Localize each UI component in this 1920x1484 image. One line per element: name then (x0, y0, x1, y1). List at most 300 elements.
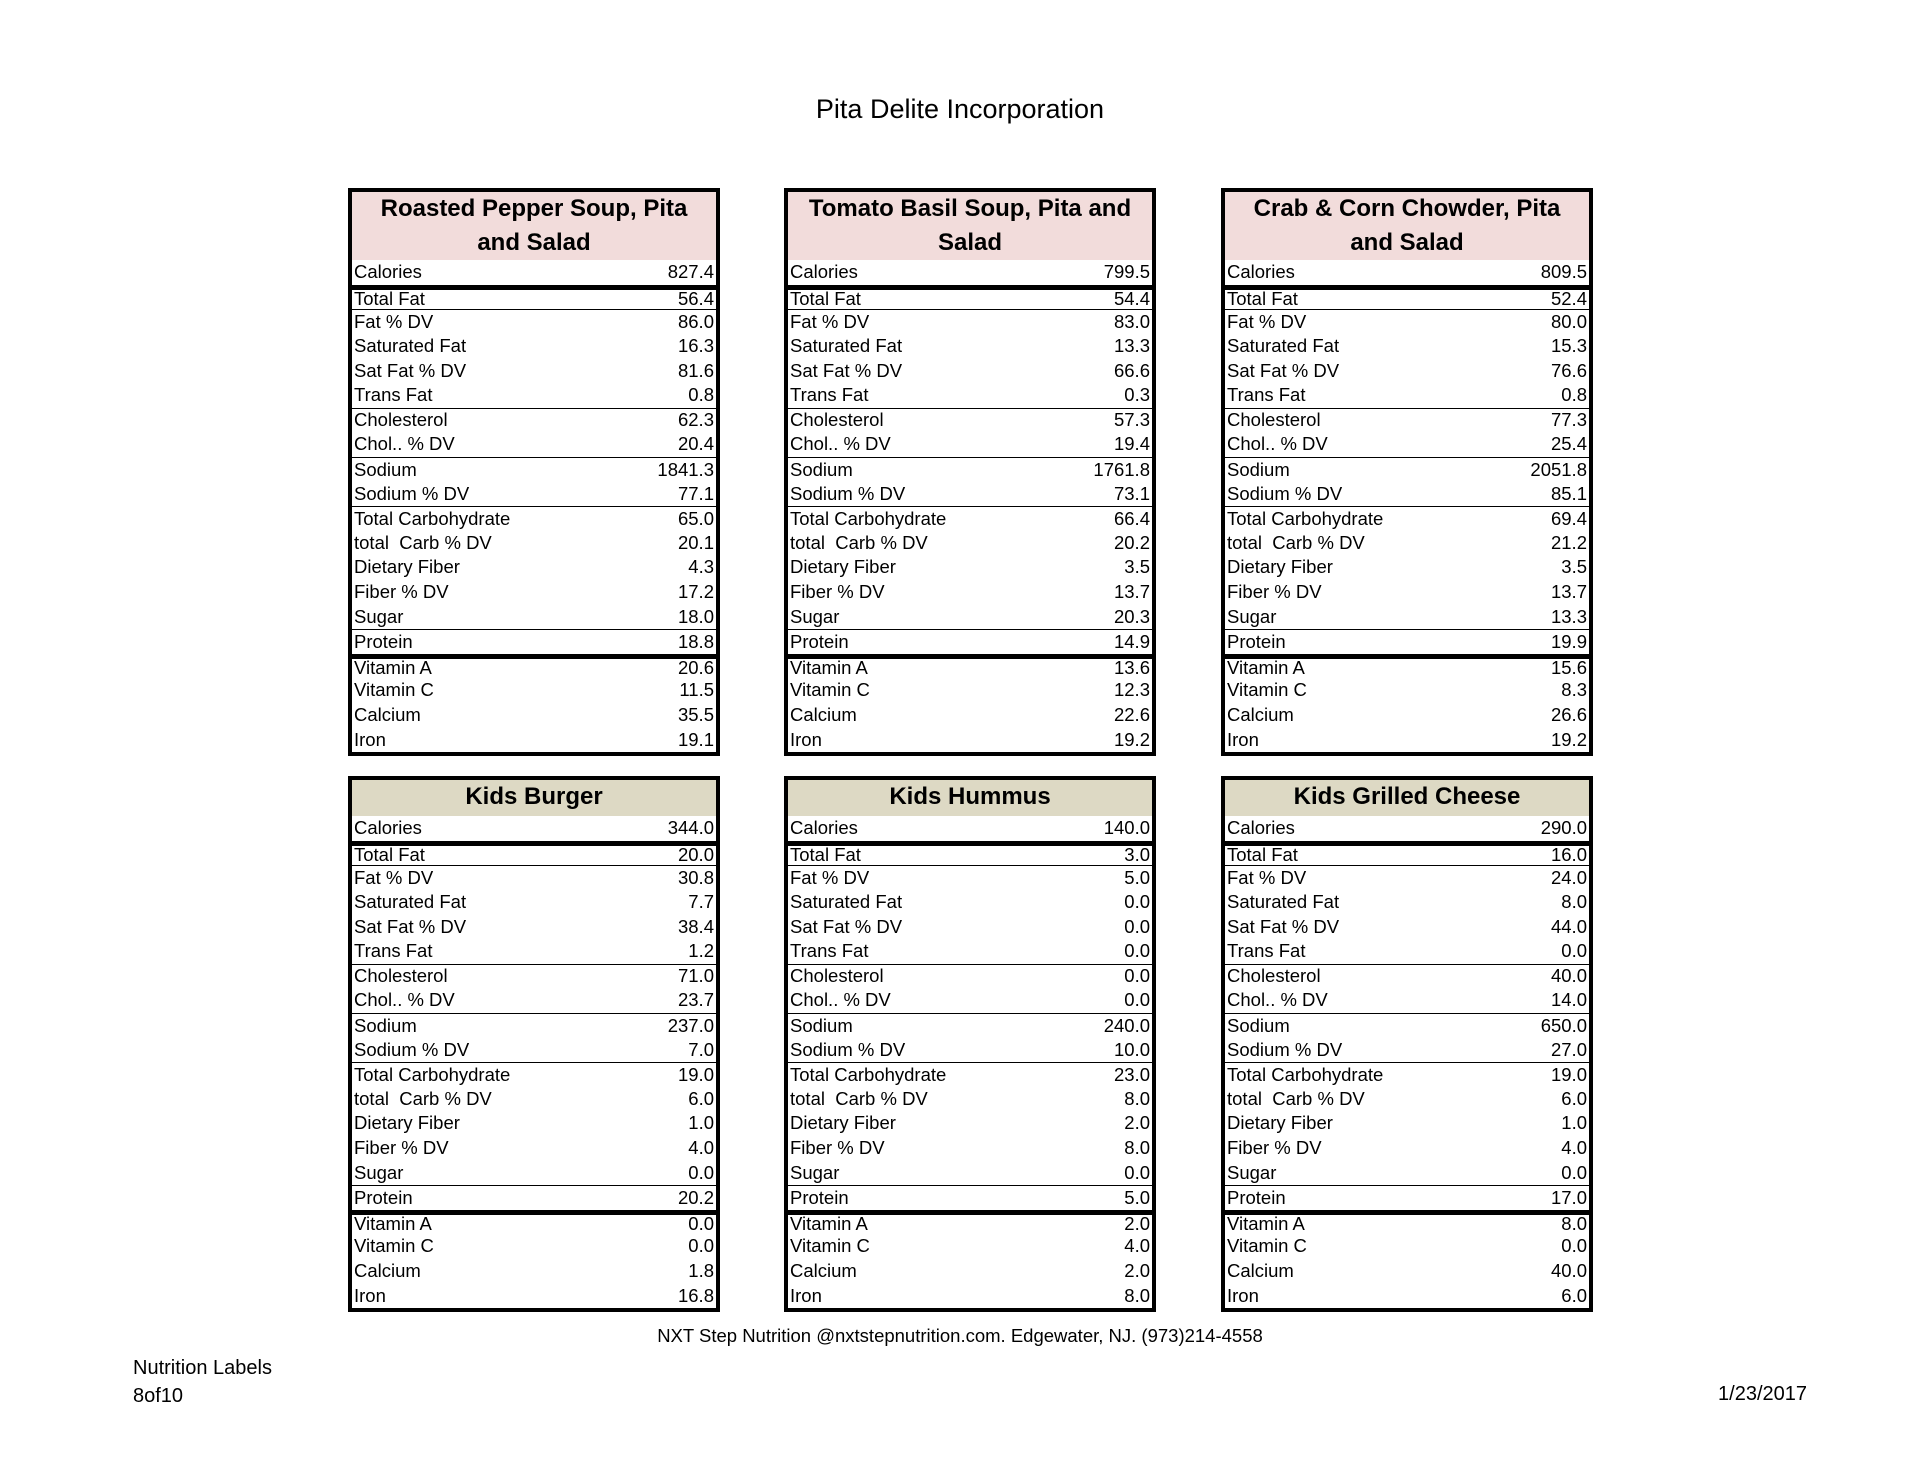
nutrient-value: 17.0 (1550, 1186, 1587, 1208)
nutrient-value: 13.6 (1113, 657, 1150, 679)
nutrient-value: 1.0 (688, 1112, 714, 1134)
nutrient-row (1225, 988, 1589, 1013)
nutrient-value: 0.0 (1124, 915, 1150, 937)
nutrient-value: 1.8 (688, 1259, 714, 1281)
nutrient-value: 38.4 (677, 915, 714, 937)
nutrient-row (1225, 703, 1589, 728)
nutrient-name: total Carb % DV (354, 1087, 492, 1109)
nutrient-name: Fiber % DV (354, 1137, 449, 1159)
nutrient-name: Calories (790, 261, 858, 283)
nutrient-value: 6.0 (1561, 1087, 1587, 1109)
nutrient-row (1225, 890, 1589, 915)
nutrient-row (352, 432, 716, 457)
nutrient-row (788, 580, 1152, 605)
nutrient-row (788, 604, 1152, 629)
nutrient-row (1225, 1185, 1589, 1210)
nutrient-row (1225, 408, 1589, 433)
nutrient-value: 4.0 (1124, 1235, 1150, 1257)
nutrient-value: 3.0 (1124, 844, 1150, 866)
nutrient-row (1225, 654, 1589, 679)
nutrient-value: 8.0 (1124, 1137, 1150, 1159)
nutrient-value: 6.0 (1561, 1284, 1587, 1306)
nutrient-name: Vitamin A (354, 657, 432, 679)
nutrient-row (352, 309, 716, 334)
nutrient-name: Fat % DV (790, 310, 870, 332)
nutrient-row (1225, 334, 1589, 359)
page-title: Pita Delite Incorporation (815, 94, 1105, 124)
nutrient-value: 23.0 (1113, 1063, 1150, 1085)
nutrition-label (784, 776, 1156, 1312)
nutrient-row (352, 939, 716, 964)
nutrient-value: 65.0 (677, 507, 714, 529)
nutrient-row (352, 334, 716, 359)
nutrient-row (788, 1160, 1152, 1185)
nutrient-name: Saturated Fat (354, 335, 467, 357)
nutrient-name: Sugar (1227, 1161, 1277, 1183)
nutrient-row (352, 703, 716, 728)
nutrient-value: 4.0 (1561, 1137, 1587, 1159)
nutrient-name: Total Carbohydrate (790, 1063, 947, 1085)
nutrient-value: 290.0 (1540, 817, 1587, 839)
nutrient-row (1225, 1111, 1589, 1136)
nutrient-row (788, 481, 1152, 506)
nutrient-value: 5.0 (1124, 1186, 1150, 1208)
nutrient-value: 14.0 (1550, 989, 1587, 1011)
nutrient-value: 799.5 (1103, 261, 1150, 283)
nutrient-value: 66.4 (1113, 507, 1150, 529)
nutrient-row (788, 1185, 1152, 1210)
nutrient-name: Vitamin A (790, 1213, 868, 1235)
nutrient-value: 19.0 (677, 1063, 714, 1085)
nutrient-row (788, 629, 1152, 654)
nutrient-row (352, 408, 716, 433)
nutrient-row (788, 555, 1152, 580)
nutrient-row (352, 457, 716, 482)
nutrient-name: Sugar (790, 605, 840, 627)
nutrient-value: 12.3 (1113, 679, 1150, 701)
nutrient-row (788, 865, 1152, 890)
nutrient-name: Protein (354, 1186, 413, 1208)
nutrient-value: 81.6 (677, 359, 714, 381)
nutrient-name: Sodium (790, 458, 853, 480)
nutrient-name: Trans Fat (790, 384, 869, 406)
nutrient-row (1225, 555, 1589, 580)
nutrient-row (1225, 1062, 1589, 1087)
nutrient-value: 13.3 (1113, 335, 1150, 357)
nutrient-name: Cholesterol (354, 965, 448, 987)
nutrient-name: Total Carbohydrate (1227, 507, 1384, 529)
nutrient-name: Iron (790, 728, 822, 750)
nutrient-name: Dietary Fiber (790, 1112, 896, 1134)
nutrient-value: 3.5 (1124, 556, 1150, 578)
nutrient-value: 7.0 (688, 1038, 714, 1060)
nutrient-name: Vitamin C (1227, 679, 1307, 701)
nutrient-value: 240.0 (1103, 1014, 1150, 1036)
label-title: Kids Burger (352, 780, 716, 816)
nutrient-name: Calcium (1227, 703, 1294, 725)
nutrient-value: 0.0 (1124, 891, 1150, 913)
nutrient-row (788, 816, 1152, 841)
nutrient-name: Cholesterol (790, 409, 884, 431)
nutrient-value: 3.5 (1561, 556, 1587, 578)
nutrient-name: Chol.. % DV (790, 433, 891, 455)
nutrient-value: 0.0 (1561, 1235, 1587, 1257)
nutrient-row (788, 841, 1152, 866)
nutrient-value: 27.0 (1550, 1038, 1587, 1060)
nutrient-value: 6.0 (688, 1087, 714, 1109)
nutrient-value: 8.0 (1561, 891, 1587, 913)
nutrient-row (1225, 629, 1589, 654)
nutrient-value: 8.0 (1124, 1284, 1150, 1306)
nutrient-row (352, 531, 716, 556)
nutrient-name: Sodium % DV (1227, 482, 1343, 504)
nutrient-row (788, 334, 1152, 359)
nutrient-value: 809.5 (1540, 261, 1587, 283)
nutrient-row (788, 727, 1152, 752)
nutrient-name: Fiber % DV (790, 581, 885, 603)
nutrient-value: 25.4 (1550, 433, 1587, 455)
nutrient-name: Vitamin A (1227, 1213, 1305, 1235)
nutrient-value: 11.5 (679, 679, 714, 701)
nutrient-row (352, 1062, 716, 1087)
nutrient-row (352, 1111, 716, 1136)
nutrient-row (352, 1185, 716, 1210)
nutrient-value: 19.4 (1113, 433, 1150, 455)
nutrient-value: 13.3 (1550, 605, 1587, 627)
nutrient-row (1225, 964, 1589, 989)
nutrient-value: 0.0 (1124, 989, 1150, 1011)
nutrient-name: Iron (790, 1284, 822, 1306)
nutrient-row (788, 1259, 1152, 1284)
nutrient-value: 30.8 (677, 866, 714, 888)
nutrient-name: Saturated Fat (354, 891, 467, 913)
nutrient-row (352, 914, 716, 939)
nutrient-value: 17.2 (677, 581, 714, 603)
nutrient-row (1225, 457, 1589, 482)
nutrient-name: Calories (354, 261, 422, 283)
label-title: Crab & Corn Chowder, Pita and Salad (1225, 192, 1589, 260)
nutrient-name: Total Fat (1227, 288, 1298, 310)
nutrient-row (352, 1234, 716, 1259)
nutrient-row (352, 1283, 716, 1308)
nutrient-name: Sodium (354, 458, 417, 480)
nutrient-name: Calcium (790, 1259, 857, 1281)
footer-contact: NXT Step Nutrition @nxtstepnutrition.com. Edgewater, NJ. (973)214-4558 (657, 1325, 1263, 1346)
nutrient-row (352, 727, 716, 752)
nutrient-name: Calories (790, 817, 858, 839)
nutrient-value: 0.0 (1124, 1161, 1150, 1183)
nutrient-value: 23.7 (677, 989, 714, 1011)
nutrient-value: 827.4 (667, 261, 714, 283)
nutrient-name: total Carb % DV (1227, 1087, 1365, 1109)
nutrient-name: Vitamin C (354, 679, 434, 701)
nutrient-name: Cholesterol (354, 409, 448, 431)
nutrient-name: Chol.. % DV (354, 433, 455, 455)
nutrient-value: 0.0 (1124, 965, 1150, 987)
nutrient-value: 19.1 (677, 728, 714, 750)
nutrient-value: 21.2 (1550, 531, 1587, 553)
nutrient-name: Calories (1227, 817, 1295, 839)
nutrient-row (1225, 383, 1589, 408)
nutrient-row (352, 604, 716, 629)
nutrient-row (352, 1160, 716, 1185)
nutrient-value: 40.0 (1550, 1259, 1587, 1281)
nutrient-name: Chol.. % DV (1227, 433, 1328, 455)
nutrient-name: Sodium % DV (790, 482, 906, 504)
nutrient-name: Vitamin A (790, 657, 868, 679)
nutrient-name: Total Fat (790, 844, 861, 866)
nutrient-name: Total Carbohydrate (1227, 1063, 1384, 1085)
nutrient-name: Fat % DV (354, 866, 434, 888)
nutrient-name: Sat Fat % DV (354, 915, 467, 937)
nutrient-name: Dietary Fiber (790, 556, 896, 578)
nutrient-row (1225, 939, 1589, 964)
nutrient-row (352, 506, 716, 531)
nutrient-value: 237.0 (667, 1014, 714, 1036)
nutrient-row (788, 531, 1152, 556)
nutrient-row (1225, 678, 1589, 703)
nutrient-value: 20.2 (1113, 531, 1150, 553)
nutrient-name: Trans Fat (1227, 940, 1306, 962)
nutrient-value: 0.0 (1124, 940, 1150, 962)
nutrient-value: 77.1 (677, 482, 714, 504)
nutrient-name: Calories (1227, 261, 1295, 283)
label-title: Kids Grilled Cheese (1225, 780, 1589, 816)
nutrient-value: 0.0 (688, 1235, 714, 1257)
nutrient-name: Saturated Fat (1227, 335, 1340, 357)
nutrient-name: Calcium (354, 703, 421, 725)
nutrient-row (788, 703, 1152, 728)
nutrient-name: Fiber % DV (1227, 581, 1322, 603)
nutrient-row (1225, 604, 1589, 629)
nutrient-name: Fiber % DV (790, 1137, 885, 1159)
nutrient-row (352, 654, 716, 679)
nutrient-value: 40.0 (1550, 965, 1587, 987)
nutrient-name: Saturated Fat (790, 335, 903, 357)
nutrient-name: Calcium (1227, 1259, 1294, 1281)
nutrient-row (788, 432, 1152, 457)
nutrient-value: 54.4 (1113, 288, 1150, 310)
nutrient-value: 16.3 (677, 335, 714, 357)
nutrient-value: 0.3 (1124, 384, 1150, 406)
nutrient-name: Vitamin C (1227, 1235, 1307, 1257)
nutrient-value: 13.7 (1113, 581, 1150, 603)
nutrient-name: Chol.. % DV (354, 989, 455, 1011)
nutrient-name: Calcium (790, 703, 857, 725)
nutrient-row (352, 358, 716, 383)
nutrient-row (352, 865, 716, 890)
nutrition-label (1221, 776, 1593, 1312)
nutrient-value: 18.0 (677, 605, 714, 627)
nutrient-name: Chol.. % DV (790, 989, 891, 1011)
nutrient-name: Vitamin A (1227, 657, 1305, 679)
nutrient-name: Sugar (354, 1161, 404, 1183)
nutrient-value: 1.2 (688, 940, 714, 962)
nutrient-row (1225, 1136, 1589, 1161)
nutrient-name: Sodium (1227, 458, 1290, 480)
nutrient-value: 8.0 (1124, 1087, 1150, 1109)
nutrient-name: Total Carbohydrate (354, 507, 511, 529)
nutrient-value: 0.8 (1561, 384, 1587, 406)
nutrient-name: Total Fat (790, 288, 861, 310)
nutrient-row (1225, 1283, 1589, 1308)
nutrient-value: 16.0 (1550, 844, 1587, 866)
nutrient-value: 0.0 (688, 1213, 714, 1235)
nutrient-name: Sodium % DV (354, 482, 470, 504)
nutrient-row (788, 988, 1152, 1013)
nutrient-name: Total Fat (1227, 844, 1298, 866)
nutrient-value: 20.1 (677, 531, 714, 553)
nutrient-value: 2.0 (1124, 1259, 1150, 1281)
nutrient-row (788, 914, 1152, 939)
nutrient-value: 18.8 (677, 630, 714, 652)
nutrition-label (784, 188, 1156, 756)
nutrient-value: 344.0 (667, 817, 714, 839)
nutrient-value: 20.6 (677, 657, 714, 679)
nutrient-row (352, 580, 716, 605)
nutrient-value: 19.2 (1550, 728, 1587, 750)
nutrient-row (788, 1087, 1152, 1112)
nutrient-name: total Carb % DV (790, 531, 928, 553)
nutrient-name: Trans Fat (354, 940, 433, 962)
nutrient-name: Saturated Fat (790, 891, 903, 913)
nutrient-value: 57.3 (1113, 409, 1150, 431)
nutrient-row (352, 890, 716, 915)
nutrient-name: Protein (354, 630, 413, 652)
nutrient-name: Total Fat (354, 288, 425, 310)
nutrient-row (788, 1234, 1152, 1259)
nutrient-name: Iron (1227, 1284, 1259, 1306)
nutrient-value: 2.0 (1124, 1112, 1150, 1134)
nutrient-value: 8.0 (1561, 1213, 1587, 1235)
nutrient-value: 35.5 (677, 703, 714, 725)
nutrient-row (352, 629, 716, 654)
nutrient-name: Sugar (790, 1161, 840, 1183)
nutrient-name: Dietary Fiber (1227, 1112, 1333, 1134)
nutrient-name: Iron (1227, 728, 1259, 750)
nutrient-name: Sodium % DV (354, 1038, 470, 1060)
nutrient-value: 7.7 (688, 891, 714, 913)
nutrient-name: Total Carbohydrate (790, 507, 947, 529)
nutrient-row (788, 1210, 1152, 1235)
nutrient-name: Total Fat (354, 844, 425, 866)
nutrient-row (788, 964, 1152, 989)
nutrient-row (788, 358, 1152, 383)
nutrient-value: 71.0 (677, 965, 714, 987)
nutrient-value: 66.6 (1113, 359, 1150, 381)
nutrition-label (1221, 188, 1593, 756)
nutrient-row (1225, 816, 1589, 841)
nutrient-name: Sodium % DV (790, 1038, 906, 1060)
nutrient-name: Fat % DV (1227, 310, 1307, 332)
nutrient-row (352, 555, 716, 580)
nutrient-name: Protein (790, 1186, 849, 1208)
nutrient-value: 80.0 (1550, 310, 1587, 332)
label-title: Tomato Basil Soup, Pita and Salad (788, 192, 1152, 260)
nutrient-row (1225, 1160, 1589, 1185)
nutrient-row (352, 1087, 716, 1112)
nutrient-name: Vitamin A (354, 1213, 432, 1235)
nutrient-value: 0.8 (688, 384, 714, 406)
nutrient-row (352, 383, 716, 408)
nutrient-row (788, 457, 1152, 482)
nutrient-row (788, 939, 1152, 964)
nutrient-name: Trans Fat (790, 940, 869, 962)
nutrient-row (788, 654, 1152, 679)
nutrient-row (352, 1013, 716, 1038)
nutrient-name: Total Carbohydrate (354, 1063, 511, 1085)
nutrient-name: Sodium (1227, 1014, 1290, 1036)
nutrient-value: 2.0 (1124, 1213, 1150, 1235)
nutrient-name: Fiber % DV (354, 581, 449, 603)
nutrient-value: 26.6 (1550, 703, 1587, 725)
nutrient-value: 14.9 (1113, 630, 1150, 652)
nutrient-value: 1761.8 (1093, 458, 1150, 480)
nutrient-row (1225, 1087, 1589, 1112)
nutrient-row (1225, 914, 1589, 939)
nutrient-name: Fat % DV (354, 310, 434, 332)
nutrient-name: Sat Fat % DV (790, 359, 903, 381)
nutrient-row (788, 260, 1152, 285)
nutrient-name: Iron (354, 728, 386, 750)
nutrient-value: 73.1 (1113, 482, 1150, 504)
nutrient-name: Sat Fat % DV (790, 915, 903, 937)
footer-doc-name: Nutrition Labels (133, 1357, 272, 1379)
nutrient-row (1225, 865, 1589, 890)
nutrient-value: 44.0 (1550, 915, 1587, 937)
nutrient-value: 77.3 (1550, 409, 1587, 431)
nutrient-name: Dietary Fiber (354, 1112, 460, 1134)
nutrient-value: 140.0 (1103, 817, 1150, 839)
nutrient-name: Protein (1227, 630, 1286, 652)
nutrient-value: 52.4 (1550, 288, 1587, 310)
nutrient-name: Sat Fat % DV (1227, 359, 1340, 381)
nutrient-name: Trans Fat (354, 384, 433, 406)
nutrient-value: 22.6 (1113, 703, 1150, 725)
nutrient-name: Saturated Fat (1227, 891, 1340, 913)
footer-left (133, 1354, 272, 1410)
nutrient-name: total Carb % DV (790, 1087, 928, 1109)
nutrient-row (1225, 1210, 1589, 1235)
nutrient-name: Calcium (354, 1259, 421, 1281)
nutrient-value: 56.4 (677, 288, 714, 310)
footer-page-number: 8of10 (133, 1385, 184, 1407)
nutrient-row (1225, 506, 1589, 531)
nutrient-name: Protein (790, 630, 849, 652)
nutrient-name: Sugar (354, 605, 404, 627)
nutrient-value: 2051.8 (1530, 458, 1587, 480)
nutrient-row (1225, 1234, 1589, 1259)
nutrient-name: Iron (354, 1284, 386, 1306)
nutrient-row (788, 506, 1152, 531)
nutrient-row (1225, 358, 1589, 383)
nutrient-row (788, 408, 1152, 433)
nutrient-row (788, 1037, 1152, 1062)
nutrient-value: 4.0 (688, 1137, 714, 1159)
nutrient-row (788, 678, 1152, 703)
nutrient-value: 0.0 (1561, 1161, 1587, 1183)
nutrient-value: 650.0 (1540, 1014, 1587, 1036)
nutrient-value: 76.6 (1550, 359, 1587, 381)
nutrient-value: 10.0 (1113, 1038, 1150, 1060)
nutrient-value: 1.0 (1561, 1112, 1587, 1134)
nutrient-value: 20.4 (677, 433, 714, 455)
nutrient-name: Sodium % DV (1227, 1038, 1343, 1060)
nutrient-name: Sodium (354, 1014, 417, 1036)
nutrient-name: Dietary Fiber (354, 556, 460, 578)
nutrient-row (352, 260, 716, 285)
nutrition-label (348, 188, 720, 756)
